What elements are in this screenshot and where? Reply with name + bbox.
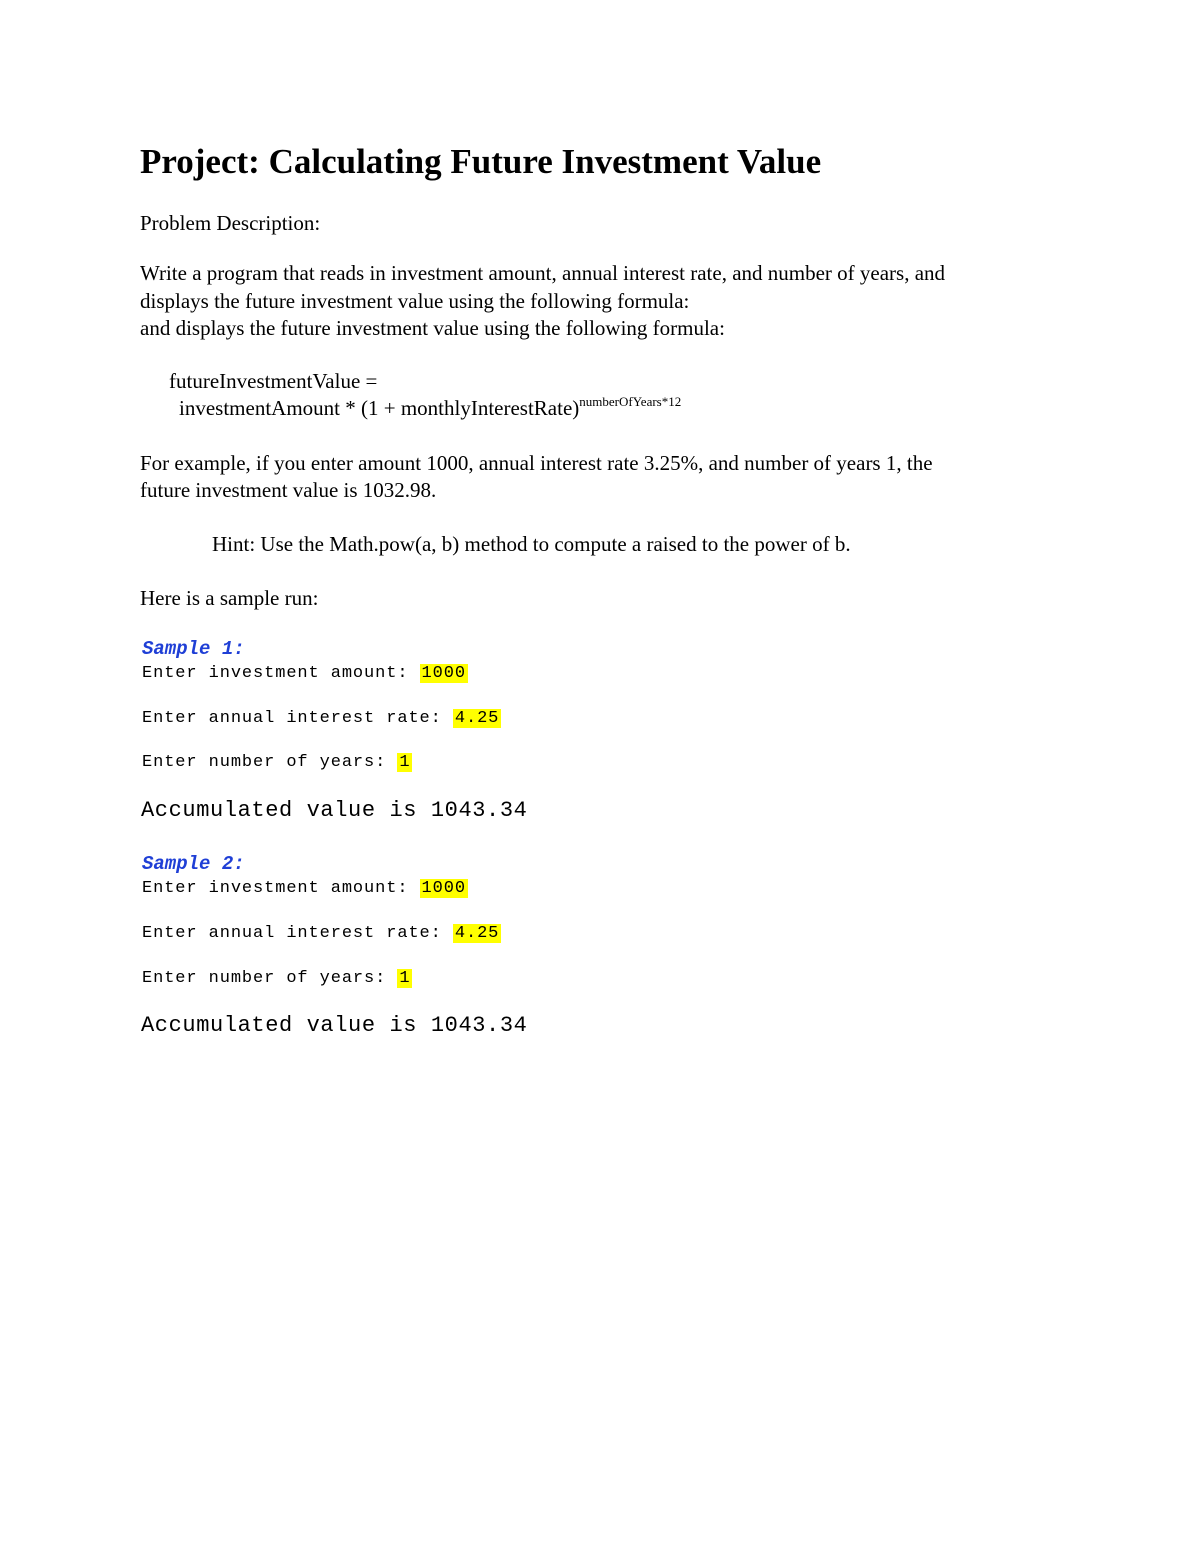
sample-2-result: Accumulated value is 1043.34 bbox=[141, 1013, 528, 1038]
sample-1-years-line bbox=[142, 751, 412, 775]
hint-text: Hint: Use the Math.pow(a, b) method to compute a raised to the power of b. bbox=[212, 532, 851, 556]
description-line-3: and displays the future investment value using the following formula: bbox=[140, 316, 725, 340]
description-line-1: Write a program that reads in investment amount, annual interest rate, and number of years, and bbox=[140, 261, 946, 285]
sample-1-result: Accumulated value is 1043.34 bbox=[141, 798, 528, 823]
rate-input-value: 4.25 bbox=[454, 924, 500, 943]
years-input-value: 1 bbox=[399, 753, 411, 772]
page-title: Project: Calculating Future Investment Value bbox=[140, 142, 822, 181]
sample-1-heading: Sample 1: bbox=[142, 638, 245, 660]
sample-2-rate-line bbox=[142, 922, 501, 946]
example-line-2: future investment value is 1032.98. bbox=[140, 478, 437, 502]
description-line-2: displays the future investment value using the following formula: bbox=[140, 289, 690, 313]
rate-prompt: Enter annual interest rate: bbox=[142, 924, 453, 943]
years-prompt: Enter number of years: bbox=[142, 753, 398, 772]
sample-2-heading: Sample 2: bbox=[142, 853, 245, 875]
sample-run-intro: Here is a sample run: bbox=[140, 586, 319, 610]
formula-exponent: numberOfYears*12 bbox=[579, 394, 682, 409]
example-line-1: For example, if you enter amount 1000, annual interest rate 3.25%, and number of years 1, the bbox=[140, 451, 933, 475]
amount-prompt: Enter investment amount: bbox=[142, 664, 420, 683]
formula-line-2 bbox=[179, 394, 681, 425]
amount-input-value: 1000 bbox=[421, 664, 466, 683]
rate-prompt: Enter annual interest rate: bbox=[142, 709, 453, 728]
years-input-value: 1 bbox=[399, 969, 411, 988]
sample-1-amount-line bbox=[142, 662, 468, 686]
sample-1-rate-line bbox=[142, 707, 501, 731]
amount-input-value: 1000 bbox=[421, 879, 466, 898]
years-prompt: Enter number of years: bbox=[142, 969, 398, 988]
sample-2-years-line bbox=[142, 967, 412, 991]
rate-input-value: 4.25 bbox=[454, 709, 500, 728]
sample-2-amount-line bbox=[142, 877, 468, 901]
amount-prompt: Enter investment amount: bbox=[142, 879, 420, 898]
problem-description-label: Problem Description: bbox=[140, 211, 321, 235]
formula-base: investmentAmount * (1 + monthlyInterestRate) bbox=[179, 396, 580, 420]
formula-line-1: futureInvestmentValue = bbox=[169, 369, 378, 393]
